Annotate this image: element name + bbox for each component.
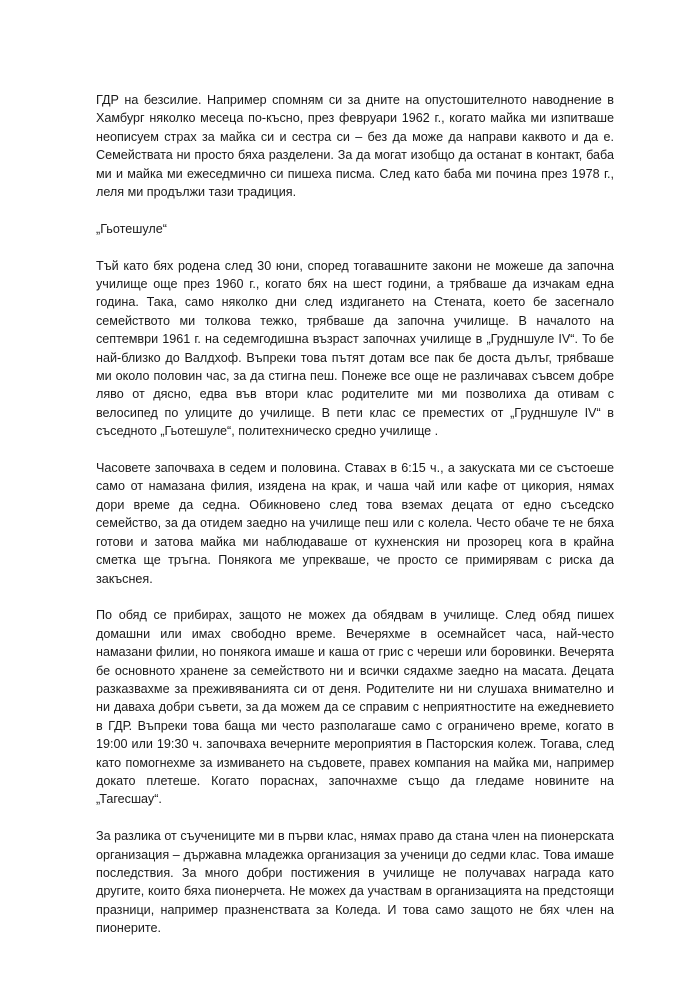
page-body bbox=[96, 91, 614, 956]
paragraph-school-start: Тъй като бях родена след 30 юни, според тогавашните закони не можеше да започна училище още през 1960 г., когато бях на шест години, а трябваше да изчакам една година. Така, само няколко дни след издигането на Стената, което бе засегнало семейството ми толкова тежко, трябваше да започна училище. В началото на септември 1961 г. на седемгодишна възраст започнах училище в „Грудншуле IV“. То бе най-близко до Валдхоф. Въпреки това пътят дотам все пак бе доста дълъг, трябваше ми около половин час, за да стигна пеш. Понеже все още не различавах съвсем добре ляво от дясно, едва във втори клас родителите ми ми позволиха да отивам с велосипед по улиците до училище. В пети клас се преместих от „Грудншуле IV“ в съседното „Гьотешуле“, политехническо средно училище . bbox=[96, 258, 614, 439]
paragraph-pioneers: За разлика от съучениците ми в първи клас, нямах право да стана член на пионерската организация – държавна младежка организация за ученици до седми клас. Това имаше последствия. За много добри постижения в училище не получавах награда като другите, които бяха пионерчета. Не можех да участвам в организацията на предстоящи празници, например празненствата за Коледа. И това само защото не бях член на пионерите. bbox=[96, 829, 614, 936]
section-heading: „Гьотешуле“ bbox=[96, 221, 167, 236]
paragraph-afternoon-evening: По обяд се прибирах, защото не можех да обядвам в училище. След обяд пишех домашни или имах свободно време. Вечеряхме в осемнайсет часа, най-често намазани филии, но понякога имаше и каша от грис с череши или боровинки. Вечерята бе основното хранене за семейството ни и всички сядахме заедно на масата. Децата разказвахме за преживяванията си от деня. Родителите ни ни слушаха внимателно и ни даваха добри съвети, за да можем да се справим с неприятностите на ежедневието в ГДР. Въпреки това баща ми често разполагаше само с ограничено време, когато в 19:00 или 19:30 ч. започваха вечерните мероприятия в Пасторския колеж. Тогава, след като помогнехме за измиването на съдовете, правех компания на майка ми, например докато плетеше. Когато пораснах, започнахме също да гледаме новините на „Тагесшау“. bbox=[96, 608, 614, 807]
paragraph-morning-routine: Часовете започваха в седем и половина. Ставах в 6:15 ч., а закуската ми се състоеше само от намазана филия, изядена на крак, и чаша чай или кафе от цикория, нямах дори време да седна. Обикновено след това вземах децата от едно съседско семейство, за да отидем заедно на училище пеш или с колела. Често обаче те не бяха готови и затова майка ми наблюдаваше от кухненския ни прозорец кога в крайна сметка ще тръгна. Понякога ме упрекваше, че просто се примирявам с риска да закъснея. bbox=[96, 461, 614, 586]
paragraph-flood-memory: ГДР на безсилие. Например спомням си за дните на опустошителното наводнение в Хамбург няколко месеца по-късно, през февруари 1962 г., когато майка ми изпитваше неописуем страх за майка си и сестра си – без да може да направи каквото и да е. Семействата ни просто бяха разделени. За да могат изобщо да останат в контакт, баба ми и майка ми ежеседмично си пишеха писма. След като баба ми почина през 1978 г., леля ми продължи тази традиция. bbox=[96, 93, 614, 200]
